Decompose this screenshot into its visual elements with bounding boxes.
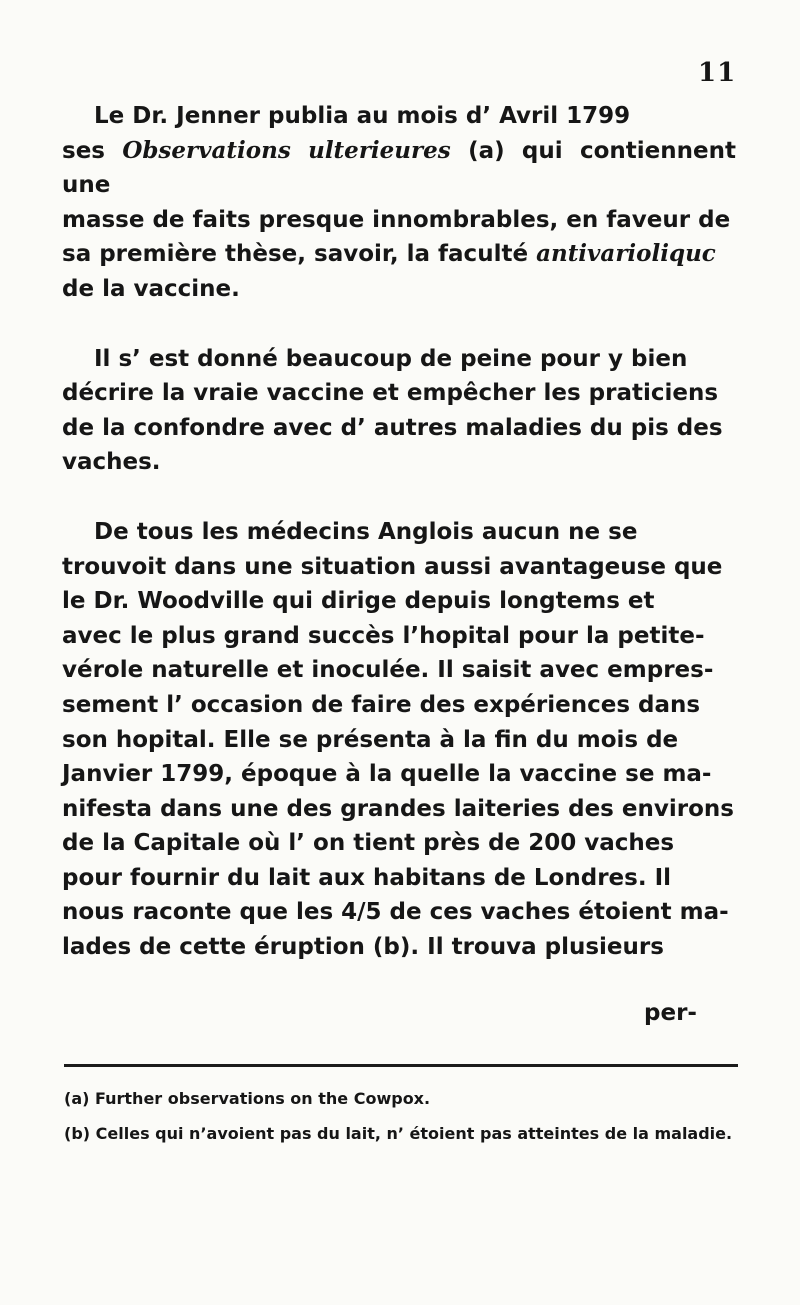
text-line: de la confondre avec d’ autres maladies du pis des [62,414,723,441]
text-line: nous raconte que les 4/5 de ces vaches étoient ma- [62,899,729,926]
text-line: nifesta dans une des grandes laiteries des environs [62,795,734,822]
text-line: sa première thèse, savoir, la faculté [62,241,537,268]
text-line: trouvoit dans une situation aussi avantageuse que [62,553,723,580]
page-number: 11 [698,58,737,88]
text-line: sement l’ occasion de faire des expériences dans [62,691,701,718]
text-line: de la Capitale où l’ on tient près de 200 vaches [62,830,675,857]
text-line: décrire la vraie vaccine et empêcher les praticiens [62,380,719,407]
text-line: ses [62,137,123,164]
text-line: Le Dr. Jenner publia au mois d’ Avril 1799 [94,103,631,129]
text-line: Janvier 1799, époque à la quelle la vaccine se ma- [62,761,712,788]
footnote-a: (a) Further observations on the Cowpox. [64,1089,431,1108]
body-text [62,99,736,1000]
text-line: De tous les médecins Anglois aucun ne se [94,518,638,545]
paragraph-3 [62,515,736,965]
text-line: masse de faits presque innombrables, en faveur de [62,206,731,233]
italic-title: Observations ulterieures [122,136,451,164]
text-line: pour fournir du lait aux habitans de Londres. Il [62,864,672,891]
text-line: de la vaccine. [62,275,240,302]
text-line: vaches. [62,449,161,476]
text-line: son hopital. Elle se présenta à la fin du mois de [62,726,679,753]
text-line: Il s’ est donné beaucoup de peine pour y bien [94,345,688,372]
text-line: avec le plus grand succès l’hopital pour la petite- [62,622,705,649]
paragraph-1 [62,99,736,307]
footnote-b: (b) Celles qui n’avoient pas du lait, n’ étoient pas atteintes de la maladie. [64,1124,733,1143]
text-line: lades de cette éruption (b). Il trouva plusieurs [62,934,664,961]
footnotes [64,1086,740,1156]
text-line: vérole naturelle et inoculée. Il saisit avec empres- [62,657,714,684]
italic-term: antivarioliquc [536,240,716,268]
footnote-rule [64,1064,738,1067]
text-line: (a) qui contiennent une [62,137,736,199]
catchword: per- [644,1000,697,1026]
paragraph-2 [62,342,736,480]
text-line: le Dr. Woodville qui dirige depuis longtems et [62,588,655,615]
